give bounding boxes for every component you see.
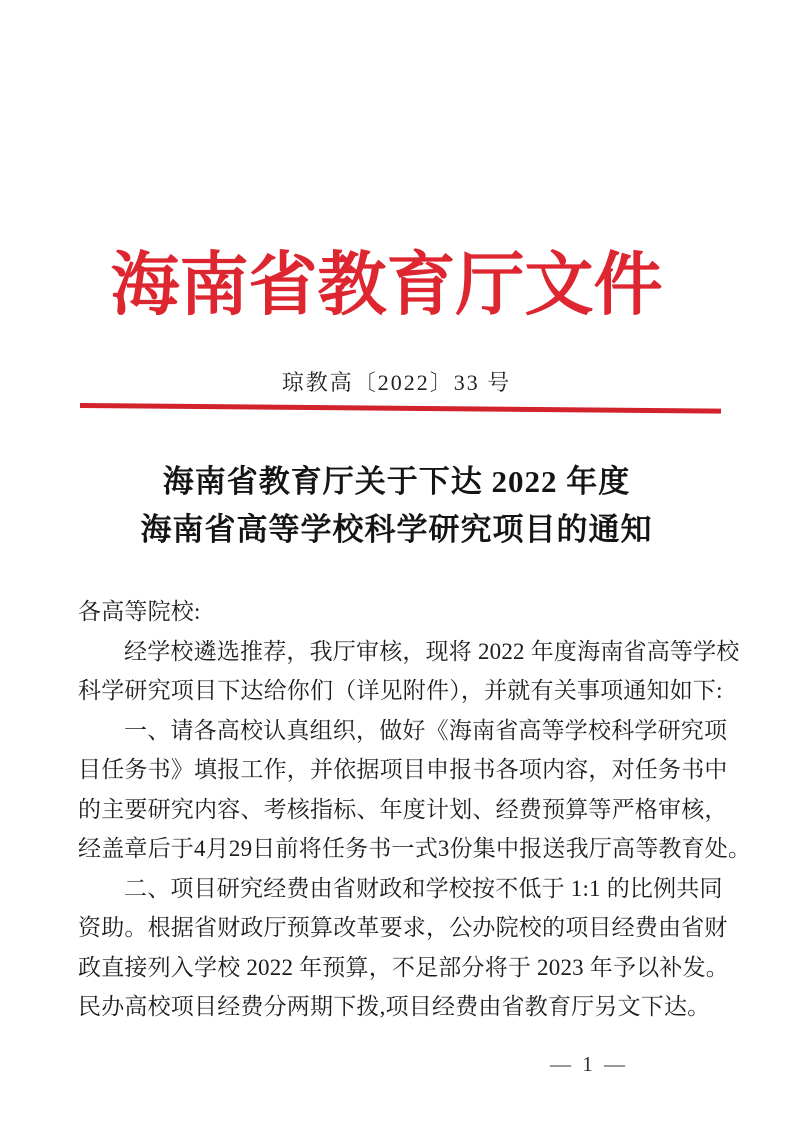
body-line: 资助。根据省财政厅预算改革要求，公办院校的项目经费由省财: [78, 915, 728, 940]
body-line: 政直接列入学校 2022 年预算，不足部分将于 2023 年予以补发。: [78, 954, 729, 980]
document-body: [78, 592, 752, 1027]
body-line: 经学校遴选推荐，我厅审核，现将 2022 年度海南省高等学校: [124, 638, 740, 664]
red-divider-line: [80, 403, 721, 414]
document-title-line1: 海南省教育厅关于下达 2022 年度: [162, 464, 631, 499]
document-title: [0, 458, 793, 554]
body-line-salutation: 各高等院校:: [78, 599, 201, 624]
document-title-line2: 海南省高等学校科学研究项目的通知: [140, 512, 653, 547]
body-line: 目任务书》填报工作，并依据项目申报书各项内容，对任务书中: [78, 757, 728, 782]
document-number: 琼教高〔2022〕33 号: [281, 370, 512, 395]
agency-header-title: 海南省教育厅文件: [110, 247, 663, 323]
page-number: — 1 —: [550, 1052, 628, 1076]
body-line: 二、项目研究经费由省财政和学校按不低于 1:1 的比例共同: [124, 875, 723, 901]
body-line: 民办高校项目经费分两期下拨,项目经费由省教育厅另文下达。: [78, 994, 711, 1019]
body-line: 经盖章后于4月29日前将任务书一式3份集中报送我厅高等教育处。: [78, 836, 752, 861]
body-line: 科学研究项目下达给你们（详见附件），并就有关事项通知如下:: [78, 678, 723, 703]
body-line: 一、请各高校认真组织，做好《海南省高等学校科学研究项: [124, 717, 728, 743]
body-line: 的主要研究内容、考核指标、年度计划、经费预算等严格审核，: [78, 796, 728, 822]
